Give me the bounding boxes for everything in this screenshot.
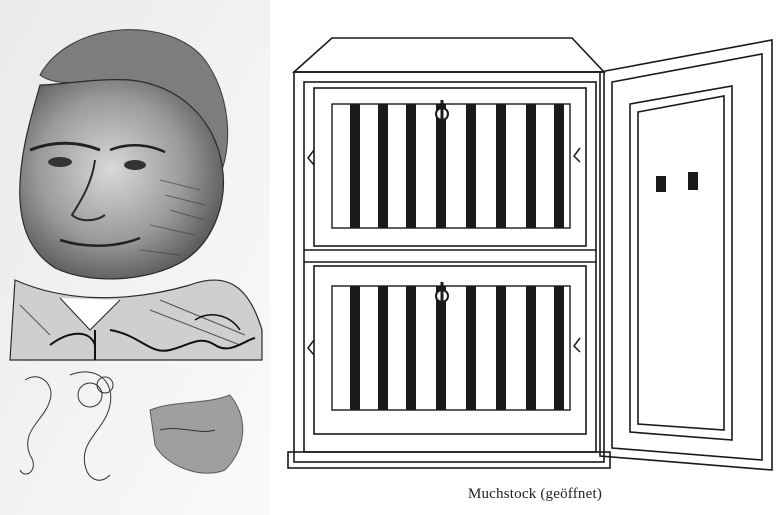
top-compartment-bars	[332, 104, 570, 228]
top-handle	[436, 100, 448, 120]
face-shape	[20, 80, 224, 279]
door-slots	[656, 172, 698, 192]
hive-cabinet-drawing	[280, 0, 781, 480]
open-door	[600, 40, 772, 470]
bottom-handle	[436, 282, 448, 302]
figure-caption: Muchstock (geöffnet)	[467, 486, 603, 502]
portrait-illustration	[0, 0, 270, 515]
bottom-compartment-bars	[332, 286, 570, 410]
